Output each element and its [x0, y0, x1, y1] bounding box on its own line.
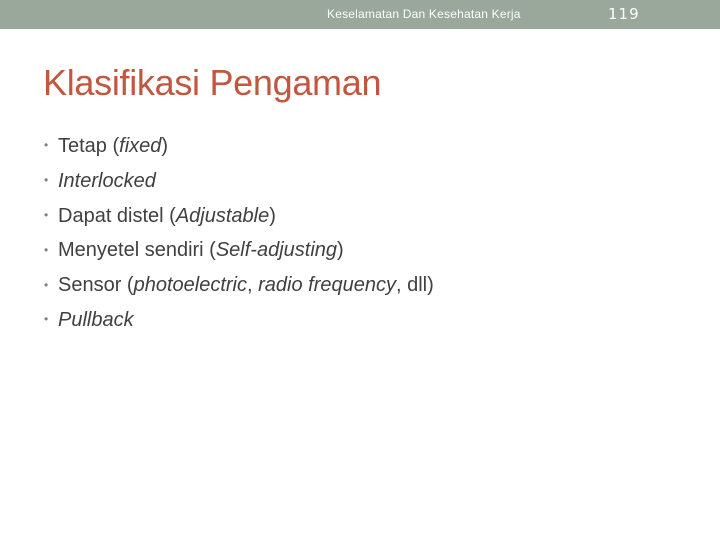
bullet-text-italic: Pullback [58, 308, 134, 331]
bullet-item [44, 303, 434, 338]
bullet-item [44, 129, 434, 164]
bullet-text-segment: ) [161, 135, 169, 157]
bullet-text-italic: fixed [119, 135, 162, 157]
bullet-text [58, 135, 168, 157]
bullet-text-segment: ) [337, 239, 344, 262]
bullet-icon: • [44, 207, 49, 222]
bullet-text [58, 170, 156, 192]
bullet-text-segment: ) [269, 204, 276, 227]
bullet-text [58, 309, 134, 331]
bullet-item [44, 233, 434, 268]
bullet-icon: • [44, 242, 49, 257]
bullet-item [44, 164, 434, 199]
bullet-text-segment: Tetap ( [58, 135, 120, 157]
bullet-icon: • [44, 173, 49, 188]
bullet-text-italic: Self-adjusting [215, 239, 338, 262]
bullet-list [44, 129, 434, 338]
bullet-text [58, 205, 276, 227]
bullet-text-segment: Sensor ( [58, 274, 134, 297]
header-bar [0, 0, 720, 29]
bullet-text-italic: Adjustable [175, 204, 270, 227]
slide-title: Klasifikasi Pengaman [43, 62, 382, 103]
bullet-icon: • [44, 312, 49, 327]
bullet-text-italic: photoelectric [133, 274, 247, 297]
bullet-text-italic: Interlocked [58, 169, 156, 192]
bullet-text-segment: Dapat distel ( [58, 204, 176, 227]
bullet-text [58, 239, 344, 261]
bullet-icon: • [44, 138, 49, 153]
header-text: Keselamatan Dan Kesehatan Kerja [327, 7, 521, 21]
bullet-text [58, 274, 434, 296]
bullet-item [44, 268, 434, 303]
bullet-text-segment: Menyetel sendiri ( [58, 239, 216, 262]
bullet-icon: • [44, 277, 49, 292]
slide-number: 119 [608, 5, 640, 23]
bullet-text-italic: radio frequency [258, 274, 396, 297]
bullet-text-segment: , dll) [396, 274, 434, 297]
bullet-text-segment: , [247, 274, 259, 297]
bullet-item [44, 199, 434, 234]
